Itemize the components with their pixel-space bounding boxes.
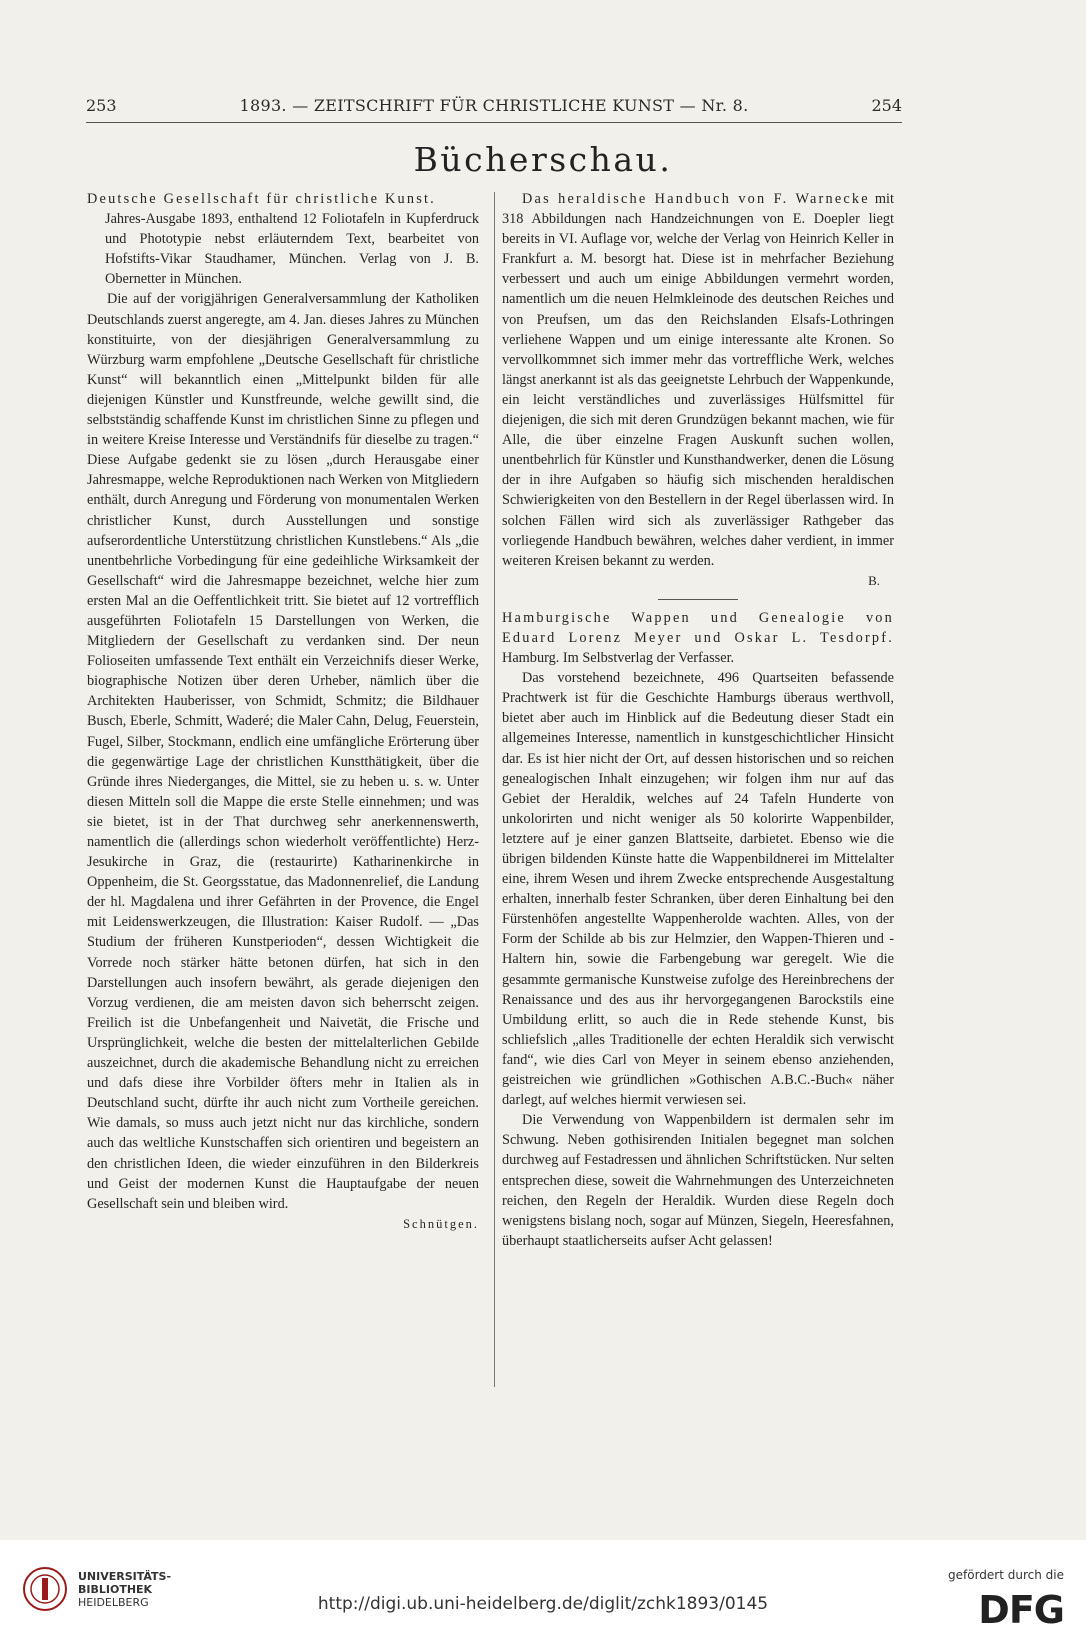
review-heading xyxy=(502,608,894,668)
review-heading xyxy=(87,189,479,209)
viewer-footer xyxy=(0,1540,1086,1635)
page-number-right: 254 xyxy=(871,96,902,115)
running-title: 1893. — ZEITSCHRIFT FÜR CHRISTLICHE KUNST — Nr. 8. xyxy=(239,96,749,115)
review-heading-title: Deutsche Gesellschaft für christliche Kunst. xyxy=(87,191,436,207)
column-separator xyxy=(494,192,495,1387)
review-body: Das vorstehend bezeichnete, 496 Quartseiten befassende Prachtwerk ist für die Geschichte Hamburgs überaus werthvoll, bietet aber auch im Hinblick auf die Bedeutung dieser Stadt ein allgemeines Interesse, namentlich in kunstgeschichtlicher Hinsicht dar. Es ist hier nicht der Ort, auf dessen historischen und so reichen genealogischen Inhalt einzugehen; wir folgen ihm nur auf das Gebiet der Heraldik, welches auf 24 Tafeln Hunderte von unkolorirten und nicht weniger als 50 kolorirte Wappenbilder, letztere auf je einer ganzen Blattseite, darbietet. Ebenso wie die übrigen bildenden Künste hatte die Wappenbildnerei im Mittelalter eine, ihrem Wesen und ihrem Zwecke entsprechende Ausgestaltung erhalten, innerhalb fester Schranken, über deren Einhaltung bei den Fürstenhöfen angestellte Wappenherolde wachten. Alles, von der Form der Schilde ab bis zur Helmzier, den Wappen-Thieren und -Haltern hin, sowie die Farbengebung war geregelt. Wie die gesammte germanische Kunstweise zufolge des Hereinbrechens der Renaissance und des aus ihr hervorgegangenen Barockstils eine Umbildung erlitt, so auch die in Rede stehende Kunst, bis schliefslich „alles Traditionelle der echten Heraldik sich verwischt fand“, wie dies Carl von Meyer in seinem ebenso anziehenden, geistreichen wie gründlichen »Gothischen A.B.C.-Buch« näher darlegt, auf welches hiermit verwiesen sei. xyxy=(502,670,894,1109)
review-signature: Schnütgen. xyxy=(403,1216,479,1231)
funding-label: gefördert durch die xyxy=(948,1568,1064,1582)
section-divider xyxy=(658,599,738,600)
review-body xyxy=(502,189,894,571)
library-name-line: UNIVERSITÄTS- xyxy=(78,1570,172,1583)
review-bibliographic-info: Hamburg. Im Selbstverlag der Verfasser. xyxy=(502,650,735,667)
review-text: mit 318 Abbildungen nach Handzeichnungen von E. Doepler liegt bereits in VI. Auflage vor, welche der Verlag von Heinrich Keller in Frankfurt a. M. besorgt hat. Diese ist in mehrfacher Beziehung verbessert und auch um einige Abbildungen vermehrt worden, namentlich um die neuen Helmkleinode des deutschen Reiches und von Preufsen, um das den Reichslanden Elsafs-Lothringen verliehene Wappen und um einige interessante alte Kronen. So vervollkommnet sich immer mehr das vortreffliche Werk, welches längst anerkannt ist als das geeignetste Lehrbuch der Wappenkunde, ein leicht verständliches und zuverlässiges Hülfsmittel für diejenigen, die sich mit deren Grundzügen bekannt machen, wie für Alle, die über einzelne Fragen Auskunft suchen wollen, unentbehrlich für Künstler und Kunsthandwerker, denen die Lösung der in ihre Aufgaben so häufig sich mischenden heraldischen Schwierigkeiten von den Bestellern in der Regel überlassen wird. In solchen Fällen wird sich als zuverlässiger Rathgeber das vorliegende Handbuch bewähren, welches daher verdient, in immer weiteren Kreisen bekannt zu werden. xyxy=(502,191,894,569)
right-column xyxy=(502,189,894,1251)
review-body: Die auf der vorigjährigen Generalversammlung der Katholiken Deutschlands zuerst angeregte, am 4. Jan. dieses Jahres zu München konstituirte, von der diesjährigen Generalversammlung zu Würzburg warm empfohlene „Deutsche Gesellschaft für christliche Kunst“ will bekanntlich einen „Mittelpunkt bilden für alle diejenigen Künstler und Kunstfreunde, welche gewillt sind, die selbstständig schaffende Kunst im christlichen Sinne zu pflegen und in weitere Kreise Interesse und Verständnifs für dieselbe zu tragen.“ Diese Aufgabe gedenkt sie zu lösen „durch Herausgabe einer Jahresmappe, welche Reproduktionen nach Werken von Mitgliedern enthält, durch Anregung und Förderung von monumentalen Werken christlicher Kunst, durch Ausstellungen und sonstige aufserordentliche Unterstützung christlichen Kunstlebens.“ Als „die unentbehrliche Vorbedingung für eine gedeihliche Wirksamkeit der Gesellschaft“ wird die Jahresmappe bezeichnet, welche hier zum ersten Mal an die Oeffentlichkeit tritt. Sie bietet auf 12 vortrefflich ausgeführten Foliotafeln 15 Darstellungen von Werken, die Mitgliedern der Gesellschaft zu verdanken sind. Der neun Folioseiten umfassende Text enthält ein Verzeichnifs dieser Werke, biographische Notizen über deren Urheber, nämlich über die Architekten Hauberisser, von Schmidt, Schmitz; die Bildhauer Busch, Eberle, Schmitt, Waderé; die Maler Cahn, Delug, Feuerstein, Fugel, Silber, Stockmann, endlich eine umfängliche Erörterung über die gegenwärtige Lage der christlichen Kunstthätigkeit, über die Gründe ihres Niederganges, die Mittel, sie zu heben u. s. w. Unter diesen Mitteln soll die Mappe die erste Stelle einnehmen; und was sie bietet, ist in der That durchweg sehr anerkennenswerth, namentlich die (allerdings schon wiederholt veröffentlichte) Herz-Jesukirche in Graz, die (restaurirte) Katharinenkirche in Oppenheim, die St. Georgsstatue, das Madonnenrelief, die Landung der hl. Magdalena und ihrer Gefährten in der Provence, die Engel mit Leidenswerkzeugen, die Illustration: Kaiser Rudolf. — „Das Studium der früheren Kunstperioden“, dessen Wichtigkeit die Vorrede noch stärker hätte betonen dürfen, hat sich in den Darstellungen auch insofern bewährt, als gerade diejenigen den Vorzug verdienen, die am meisten davon sich beherrscht zeigen. Freilich ist die Unbefangenheit und Naivetät, die Frische und Ursprünglichkeit, welche die besten der mittelalterlichen Gebilde auszeichnet, durch die akademische Behandlung nicht zu erreichen und dafs diese ihre Vorbilder öfters mehr in Italien als in Deutschland sucht, dürfte ihr auch nicht zum Vortheile gereichen. Wie damals, so muss auch jetzt nicht nur das kirchliche, sondern auch das weltliche Kunstschaffen sich orientiren und begeistern an den christlichen Ideen, die wieder einzuführen in den Bilderkreis und Geist der modernen Kunst die Hauptaufgabe der neuen Gesellschaft sein und bleiben wird. xyxy=(87,291,479,1212)
page-title: Bücherschau. xyxy=(413,140,673,179)
page-number-left: 253 xyxy=(86,96,117,115)
dfg-logo: DFG xyxy=(978,1588,1064,1632)
review-signature: B. xyxy=(868,572,880,588)
permalink-url[interactable]: http://digi.ub.uni-heidelberg.de/diglit/zchk1893/0145 xyxy=(317,1594,769,1614)
left-column xyxy=(87,189,479,1234)
review-heading-title: Hamburgische Wappen und Genealogie von Eduard Lorenz Meyer und Oskar L. Tesdorpf. xyxy=(502,609,894,646)
header-rule xyxy=(86,122,902,123)
running-header xyxy=(86,96,902,120)
review-body: Die Verwendung von Wappenbildern ist dermalen sehr im Schwung. Neben gothisirenden Initialen begegnet man solchen durchweg auf Festadressen und ähnlichen Schriftstücken. Nur selten entsprechen diese, soweit die Wahrnehmungen des Unterzeichneten reichen, den Regeln der Heraldik. Wurden diese Regeln doch wenigstens bislang noch, sogar auf Münzen, Siegeln, Heeresfahnen, überhaupt staatlicherseits aufser Acht gelassen! xyxy=(502,1112,894,1249)
review-heading-title: Das heraldische Handbuch von F. Warnecke xyxy=(522,191,870,207)
review-bibliographic-info: Jahres-Ausgabe 1893, enthaltend 12 Foliotafeln in Kupferdruck und Phototypie nebst erläuterndem Text, bearbeitet von Hofstifts-Vikar Staudhamer, München. Verlag von J. B. Obernetter in München. xyxy=(105,211,479,288)
library-name-line: HEIDELBERG xyxy=(78,1596,149,1609)
library-name-line: BIBLIOTHEK xyxy=(78,1583,153,1596)
